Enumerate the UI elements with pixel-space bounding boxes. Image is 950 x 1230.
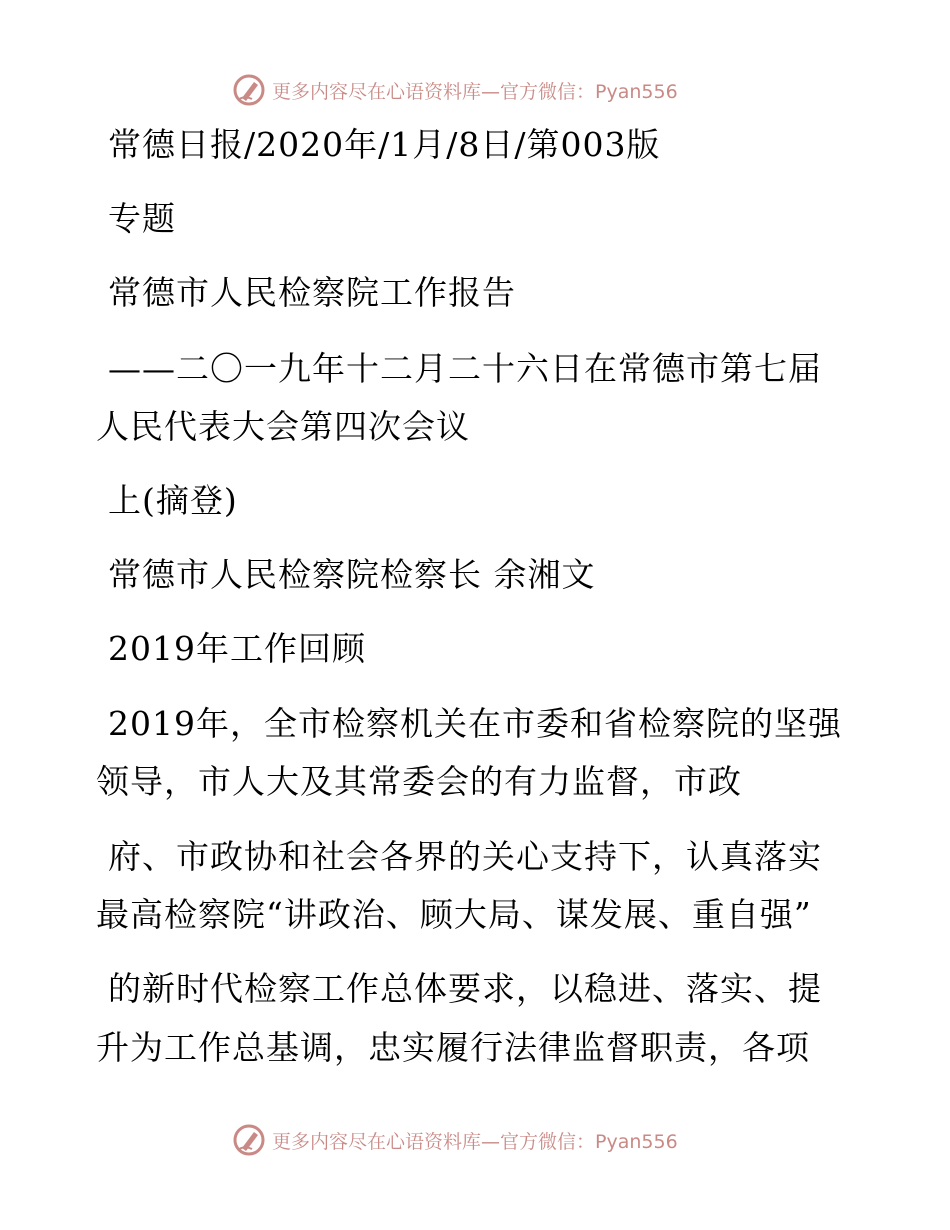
report-subtitle-line-2: 人民代表大会第四次会议: [96, 407, 470, 446]
report-subtitle-line-1: ——二〇一九年十二月二十六日在常德市第七届: [108, 349, 822, 388]
newspaper-source-line: 常德日报/2020年/1月/8日/第003版: [108, 125, 661, 164]
section-heading: 2019年工作回顾: [108, 629, 366, 668]
pen-logo-icon: [232, 73, 266, 107]
report-author: 常德市人民检察院检察长 余湘文: [108, 555, 596, 594]
report-subtitle-line-3: 上(摘登): [108, 481, 238, 520]
paragraph-line: 2019年，全市检察机关在市委和省检察院的坚强: [108, 704, 842, 743]
paragraph-line: 领导，市人大及其常委会的有力监督，市政: [96, 762, 742, 801]
header-watermark: [232, 72, 678, 108]
paragraph-line: 升为工作总基调，忠实履行法律监督职责，各项: [96, 1028, 810, 1067]
paragraph-line: 府、市政协和社会各界的关心支持下，认真落实: [108, 837, 822, 876]
watermark-text: 更多内容尽在心语资料库—官方微信：Pyan556: [272, 80, 678, 103]
section-label: 专题: [108, 199, 176, 238]
watermark-text: 更多内容尽在心语资料库—官方微信：Pyan556: [272, 1130, 678, 1153]
report-title: 常德市人民检察院工作报告: [108, 273, 516, 312]
paragraph-line: 最高检察院“讲政治、顾大局、谋发展、重自强”: [96, 895, 812, 934]
paragraph-line: 的新时代检察工作总体要求，以稳进、落实、提: [108, 969, 822, 1008]
footer-watermark: [232, 1122, 678, 1158]
pen-logo-icon: [232, 1123, 266, 1157]
